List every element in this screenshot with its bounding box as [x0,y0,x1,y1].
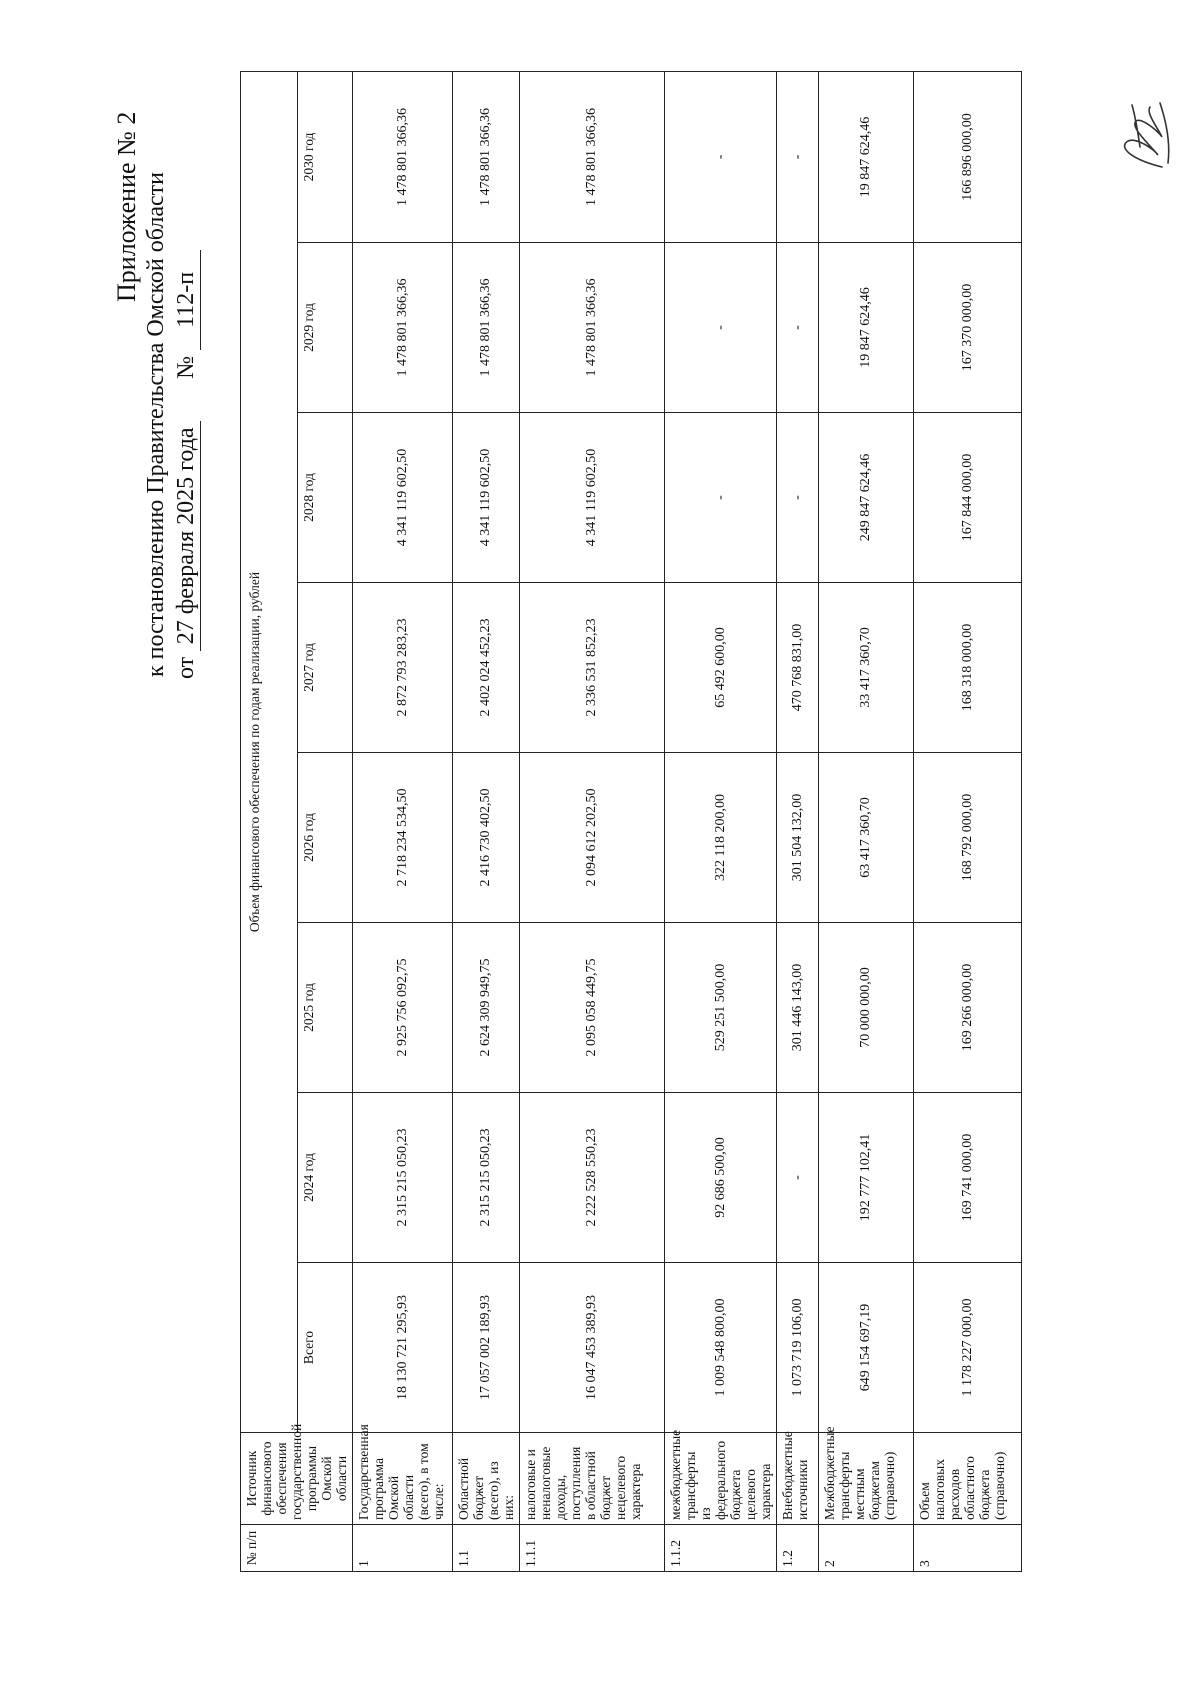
value-cell: - [777,413,819,583]
header-no: № п/п [241,1525,353,1572]
header-year: 2027 год [298,583,353,753]
value-cell: 92 686 500,00 [665,1093,777,1263]
row-source: Областной бюджет (всего), из них: [453,1433,520,1525]
value-cell: 17 057 002 189,93 [453,1263,520,1433]
value-cell: 4 341 119 602,50 [353,413,453,583]
value-cell: 167 844 000,00 [914,413,1022,583]
value-cell: 16 047 453 389,93 [520,1263,665,1433]
table-row [914,71,1022,1571]
row-number: 1.2 [777,1525,819,1572]
value-cell: 4 341 119 602,50 [520,413,665,583]
table-row [665,71,777,1571]
value-cell: 169 266 000,00 [914,923,1022,1093]
row-number: 1.1.1 [520,1525,665,1572]
value-cell: 1 478 801 366,36 [353,71,453,242]
value-cell: 168 792 000,00 [914,753,1022,923]
value-cell: 1 478 801 366,36 [453,243,520,413]
value-cell: 63 417 360,70 [819,753,914,923]
row-number: 1 [353,1525,453,1572]
signature-icon [1110,97,1180,177]
decree-date: 27 февраля 2025 года [173,421,201,651]
value-cell: 2 094 612 202,50 [520,753,665,923]
value-cell: - [665,243,777,413]
value-cell: 2 624 309 949,75 [453,923,520,1093]
table-row [777,71,819,1571]
row-number: 3 [914,1525,1022,1572]
value-cell: 301 446 143,00 [777,923,819,1093]
value-cell: 249 847 624,46 [819,413,914,583]
appendix-subtitle: к постановлению Правительства Омской области [143,171,169,677]
value-cell: 2 872 793 283,23 [353,583,453,753]
value-cell: 18 130 721 295,93 [353,1263,453,1433]
header-year: 2026 год [298,753,353,923]
row-number: 2 [819,1525,914,1572]
value-cell: 65 492 600,00 [665,583,777,753]
value-cell: 169 741 000,00 [914,1093,1022,1263]
header-year: 2028 год [298,413,353,583]
row-source: Межбюджетные трансферты местным бюджетам (справочно) [819,1433,914,1525]
row-source: Государственная программа Омской области (всего), в том числе: [353,1433,453,1525]
value-cell: 470 768 831,00 [777,583,819,753]
table-row [453,71,520,1571]
value-cell: 1 478 801 366,36 [353,243,453,413]
appendix-title: Приложение № 2 [112,111,141,302]
row-source: Объем налоговых расходов областного бюджета (справочно) [914,1433,1022,1525]
value-cell: - [665,71,777,242]
value-cell: 1 178 227 000,00 [914,1263,1022,1433]
row-source: Внебюджетные источники [777,1433,819,1525]
value-cell: 322 118 200,00 [665,753,777,923]
value-cell: 1 478 801 366,36 [520,243,665,413]
financing-table [240,71,1022,1572]
header-year: 2025 год [298,923,353,1093]
value-cell: 168 318 000,00 [914,583,1022,753]
value-cell: 2 336 531 852,23 [520,583,665,753]
value-cell: 70 000 000,00 [819,923,914,1093]
row-number: 1.1.2 [665,1525,777,1572]
value-cell: 1 073 719 106,00 [777,1263,819,1433]
value-cell: - [665,413,777,583]
value-cell: 167 370 000,00 [914,243,1022,413]
value-cell: 2 402 024 452,23 [453,583,520,753]
value-cell: 33 417 360,70 [819,583,914,753]
value-cell: 301 504 132,00 [777,753,819,923]
number-prefix: № [173,355,199,379]
value-cell: 2 315 215 050,23 [353,1093,453,1263]
value-cell: - [777,71,819,242]
value-cell: 4 341 119 602,50 [453,413,520,583]
header-year: 2029 год [298,243,353,413]
value-cell: - [777,1093,819,1263]
value-cell: 649 154 697,19 [819,1263,914,1433]
value-cell: 1 009 548 800,00 [665,1263,777,1433]
value-cell: 192 777 102,41 [819,1093,914,1263]
row-number: 1.1 [453,1525,520,1572]
header-volume: Объем финансового обеспечения по годам реализации, рублей [241,71,298,1432]
table-row [353,71,453,1571]
value-cell: 2 718 234 534,50 [353,753,453,923]
value-cell: 2 416 730 402,50 [453,753,520,923]
value-cell: 1 478 801 366,36 [453,71,520,242]
row-source: межбюджетные трансферты из федерального бюджета целевого характера [665,1433,777,1525]
date-prefix: от [173,656,199,679]
value-cell: 166 896 000,00 [914,71,1022,242]
value-cell: 2 315 215 050,23 [453,1093,520,1263]
value-cell: 529 251 500,00 [665,923,777,1093]
header-year: 2024 год [298,1093,353,1263]
appendix-date-line [173,250,201,679]
value-cell: 2 095 058 449,75 [520,923,665,1093]
value-cell: 19 847 624,46 [819,71,914,242]
row-source: налоговые и неналоговые доходы, поступления в областной бюджет нецелевого характера [520,1433,665,1525]
value-cell: 1 478 801 366,36 [520,71,665,242]
table-row [520,71,665,1571]
header-year: Всего [298,1263,353,1433]
value-cell: 2 222 528 550,23 [520,1093,665,1263]
decree-number: 112-п [173,250,201,350]
table-row [819,71,914,1571]
header-year: 2030 год [298,71,353,242]
value-cell: 2 925 756 092,75 [353,923,453,1093]
value-cell: - [777,243,819,413]
value-cell: 19 847 624,46 [819,243,914,413]
header-source: Источник финансового обеспечения государственной программы Омской области [241,1433,353,1525]
